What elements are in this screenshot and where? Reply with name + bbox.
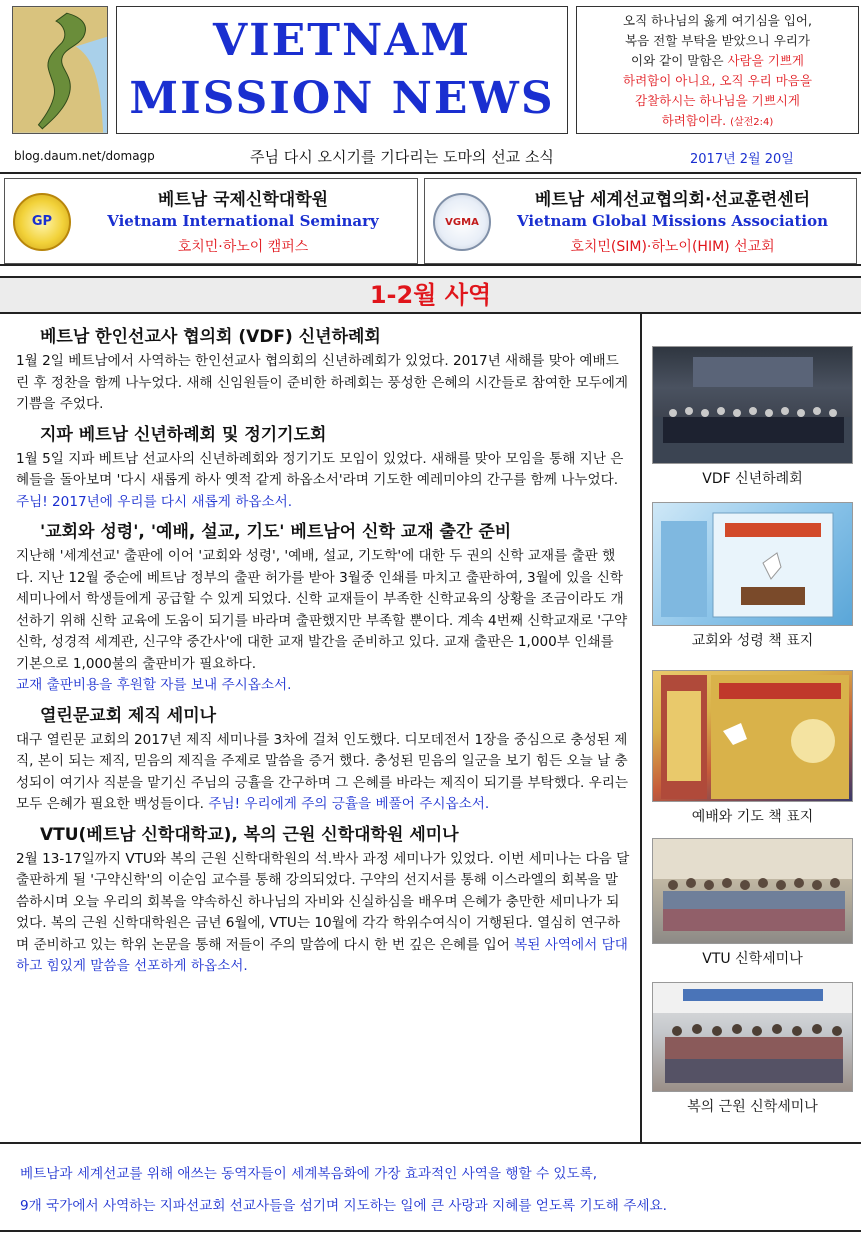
verse-line: 이와 같이 말함은 사람을 기쁘게 xyxy=(631,53,804,68)
photo-caption: 복의 근원 신학세미나 xyxy=(687,1099,818,1115)
prayer-highlight: 주님! 2017년에 우리를 다시 새롭게 하옵소서. xyxy=(16,493,293,510)
verse-line: 하려함이 아니요, 오직 우리 마음을 xyxy=(623,73,812,88)
photo-caption: VTU 신학세미나 xyxy=(702,951,803,967)
prayer-request-line: 9개 국가에서 사역하는 지파선교회 선교사들을 섬기며 지도하는 일에 큰 사랑과 지혜를 얻도록 기도해 주세요. xyxy=(20,1198,667,1214)
blog-link[interactable]: blog.daum.net/domagp xyxy=(14,149,155,163)
article xyxy=(16,820,630,978)
prayer-request-line: 베트남과 세계선교를 위해 애쓰는 동역자들이 세계복음화에 가장 효과적인 사역을 행할 수 있도록, xyxy=(20,1166,598,1182)
verse-line: 하려함이라. (살전2:4) xyxy=(661,113,774,128)
photo-caption: VDF 신년하례회 xyxy=(702,471,803,487)
photo-caption: 교회와 성령 책 표지 xyxy=(691,633,814,649)
prayer-highlight: 복된 사역에서 담대하고 힘있게 말씀을 선포하게 하옵소서. xyxy=(16,936,628,974)
issue-date: 2017년 2월 20일 xyxy=(690,152,794,167)
content-area xyxy=(0,314,861,1144)
verse-line: 복음 전할 부탁을 받았으니 우리가 xyxy=(625,33,810,48)
source-of-blessing-seminar-photo xyxy=(652,982,853,1092)
article xyxy=(16,701,630,816)
subheader-bar xyxy=(0,140,861,174)
article-heading: 베트남 한인선교사 협의회 (VDF) 신년하례회 xyxy=(40,327,381,347)
organizations-row xyxy=(0,176,861,266)
vietnam-map-image xyxy=(12,6,108,134)
article-body: 대구 열린문 교회의 2017년 제직 세미나를 3차에 걸쳐 인도했다. 디모데전서 1장을 중심으로 충성된 제직, 본이 되는 제직, 믿음의 제직을 주제로 말씀을 증거 했다. 충성된 믿음의 일군을 보기 힘든 오늘 날 충성되이 여기사 직분을 맡기신 주님의 긍휼을 간구하며 그 은혜를 바라는 제직이 되기를 부탁했다. 우리는 모두 은혜가 필요한 백성들이다. 주님! 우리에게 주의 긍휼을 베풀어 주시옵소서. xyxy=(16,731,629,812)
org-name-korean: 베트남 국제신학대학원 xyxy=(157,190,329,210)
org-card-missions-association xyxy=(424,178,857,264)
tagline: 주님 다시 오시기를 기다리는 도마의 선교 소식 xyxy=(250,148,554,166)
prayer-highlight: 주님! 우리에게 주의 긍휼을 베풀어 주시옵소서. xyxy=(208,796,490,812)
photo-caption: 예배와 기도 책 표지 xyxy=(691,809,814,825)
article-heading: 지파 베트남 신년하례회 및 정기기도회 xyxy=(40,424,327,445)
articles-column xyxy=(0,314,642,1144)
article-body: 1월 2일 베트남에서 사역하는 한인선교사 협의회의 신년하례회가 있었다. 2017년 새해를 맞아 예배드린 후 정찬을 함께 나누었다. 새해 신임원들이 준비한 하례회는 풍성한 은혜의 시간들로 참여한 모두에게 기쁨을 주었다. xyxy=(16,353,629,412)
missions-association-logo-icon: VGMA xyxy=(433,193,491,251)
vtu-seminar-group-photo xyxy=(652,838,853,944)
worship-and-prayer-book-cover xyxy=(652,670,853,802)
article xyxy=(16,322,630,416)
title-line-2: MISSION NEWS xyxy=(129,73,555,124)
org-name-english: Vietnam International Seminary xyxy=(107,212,379,230)
article-body: 지난해 '세계선교' 출판에 이어 '교회와 성령', '예배, 설교, 기도학'에 대한 두 권의 신학 교재를 출판 했다. 지난 12월 중순에 베트남 정부의 출판 허가를 받아 3월중 인쇄를 마치고 출판하여, 3월에 있을 신학 세미나에서 학생들에게 공급할 수 있게 되었다. 신학 교재들이 부족한 신학교육의 상황을 조금이라도 개선하기 위해 신학 교육에 도움이 되기를 바라며 출판했지만 부족할 뿐이다. 계속 4번째 신학교재로 '구약신학, 성경적 세계관, 신구약 중간사'에 대한 교재 발간을 준비하고 있다. 교재 출판은 1,000부 인쇄를 기본으로 1,000불의 출판비가 필요하다. 교재 출판비용을 후원할 자를 보내 주시옵소서. xyxy=(16,548,628,693)
vietnam-map-icon xyxy=(13,7,107,133)
article-body: 1월 5일 지파 베트남 선교사의 신년하례회와 정기기도 모임이 있었다. 새해를 맞아 모임을 통해 지난 은혜들을 돌아보며 '다시 새롭게 하사 옛적 같게 하옵소서'라며 기도한 예레미야의 간구를 함께 나누었다. 주님! 2017년에 우리를 다시 새롭게 하옵소서. xyxy=(16,450,624,510)
article-heading: VTU(베트남 신학대학교), 복의 근원 신학대학원 세미나 xyxy=(40,824,459,845)
prayer-highlight: 교재 출판비용을 후원할 자를 보내 주시옵소서. xyxy=(16,677,292,693)
verse-line: 감찰하시는 하나님을 기쁘시게 xyxy=(635,93,800,108)
masthead xyxy=(4,2,857,138)
title-line-1: VIETNAM xyxy=(212,15,472,66)
article xyxy=(16,420,630,514)
org-mission-centers: 호치민(SIM)·하노이(HIM) 선교회 xyxy=(570,239,775,255)
article xyxy=(16,517,630,697)
photo-sidebar xyxy=(644,314,861,1144)
verse-reference: (살전2:4) xyxy=(730,117,774,128)
prayer-request-footer xyxy=(0,1146,861,1234)
seminary-logo-icon: GP xyxy=(13,193,71,251)
org-campus: 호치민·하노이 캠퍼스 xyxy=(177,239,309,255)
bottom-divider xyxy=(0,1230,861,1232)
article-body: 2월 13-17일까지 VTU와 복의 근원 신학대학원의 석.박사 과정 세미나가 있었다. 이번 세미나는 다음 달 출판하게 될 '구약신학'의 이순임 교수를 통해 강의되었다. 구약의 선지서를 통해 이스라엘의 회복을 말씀하시며 오늘 우리의 회복을 약속하신 하나님의 자비와 신실하심을 배우며 은혜가 충만한 세미나가 되었다. 복의 근원 신학대학원은 금년 6월에, VTU는 10월에 각각 학위수여식이 거행된다. 열심히 연구하며 준비하고 있는 학위 논문을 통해 저들이 주의 말씀에 다시 한 번 깊은 은혜를 입어 복된 사역에서 담대하고 힘있게 말씀을 선포하게 하옵소서. xyxy=(16,850,630,974)
article-heading: '교회와 성령', '예배, 설교, 기도' 베트남어 신학 교재 출간 준비 xyxy=(40,522,512,542)
church-and-spirit-book-cover xyxy=(652,502,853,626)
org-card-seminary xyxy=(4,178,418,264)
section-title: 1-2월 사역 xyxy=(0,276,861,314)
org-name-korean: 베트남 세계선교협의회·선교훈련센터 xyxy=(534,190,811,210)
newsletter-title-block xyxy=(116,6,568,134)
verse-line: 오직 하나님의 옳게 여기심을 입어, xyxy=(623,13,812,28)
vdf-event-photo xyxy=(652,346,853,464)
article-heading: 열린문교회 제직 세미나 xyxy=(40,705,217,726)
bible-verse-box xyxy=(576,6,859,134)
org-name-english: Vietnam Global Missions Association xyxy=(517,212,828,230)
